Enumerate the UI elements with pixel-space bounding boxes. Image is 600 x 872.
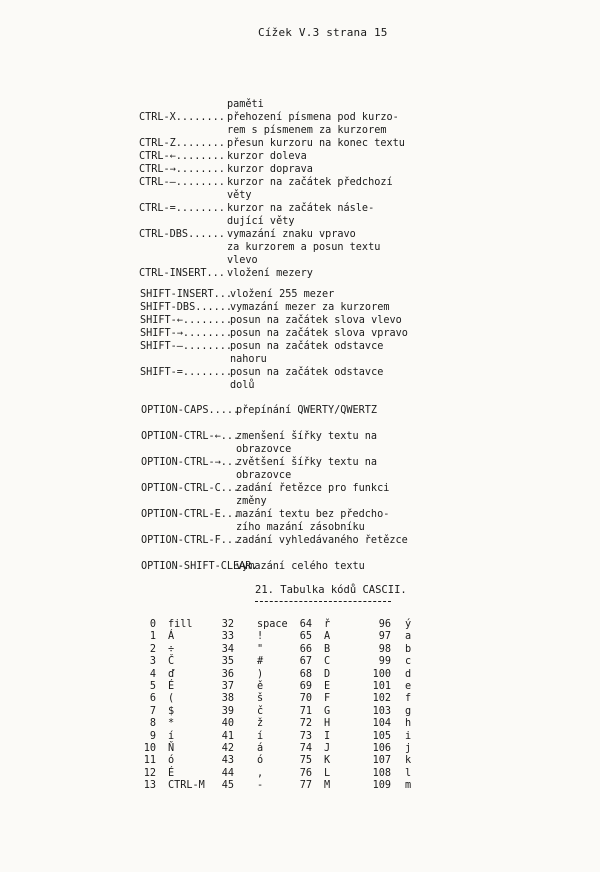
- table-row: [294, 644, 330, 656]
- code-character: É: [168, 680, 175, 692]
- code-character: ,: [257, 767, 264, 779]
- table-row: [367, 718, 411, 730]
- code-character: #: [257, 656, 264, 668]
- code-character: J: [324, 742, 331, 754]
- table-row: [294, 718, 330, 730]
- table-row: [217, 718, 288, 730]
- code-column: [367, 619, 411, 792]
- code-number: 71: [299, 705, 312, 717]
- table-row: [140, 780, 205, 792]
- code-number: 101: [372, 680, 391, 692]
- table-row: [367, 669, 411, 681]
- code-character: F: [324, 693, 331, 705]
- shortcut-line: [139, 228, 405, 241]
- code-number: 108: [372, 767, 391, 779]
- code-number: 76: [299, 767, 312, 779]
- shortcut-line: [141, 443, 408, 456]
- code-number: 69: [299, 680, 312, 692]
- code-character: k: [405, 755, 412, 767]
- shortcut-line: [140, 288, 408, 301]
- table-row: [294, 631, 330, 643]
- table-row: [294, 768, 330, 780]
- shortcut-line: [139, 124, 405, 137]
- shortcut-key: CTRL-Z........: [139, 138, 225, 149]
- shortcut-description: posun na začátek odstavce: [230, 367, 384, 378]
- shortcut-description: přesun kurzoru na konec textu: [227, 138, 405, 149]
- code-number: 8: [149, 718, 156, 730]
- shortcut-description: kurzor na začátek násle-: [227, 203, 375, 214]
- table-row: [367, 681, 411, 693]
- code-character: $: [168, 705, 175, 717]
- shortcut-line: [139, 98, 405, 111]
- shortcut-description: vlevo: [227, 255, 258, 266]
- ctrl-shortcut-list: [139, 98, 405, 280]
- page-header: Cížek V.3 strana 15: [258, 26, 388, 39]
- table-row: [367, 706, 411, 718]
- shortcut-key: CTRL-—........: [139, 177, 225, 188]
- table-row: [140, 656, 205, 668]
- shortcut-key: OPTION-CTRL-E...: [141, 509, 240, 520]
- shortcut-description: zadání vyhledávaného řetězce: [236, 535, 408, 546]
- code-number: 32: [221, 619, 234, 630]
- option-shortcut-list: [141, 404, 408, 573]
- code-character: j: [405, 742, 412, 754]
- table-row: [367, 755, 411, 767]
- shortcut-line: [140, 301, 408, 314]
- shortcut-description: nahoru: [230, 354, 267, 365]
- code-number: 0: [149, 619, 156, 630]
- shortcut-description: kurzor doprava: [227, 164, 313, 175]
- table-row: [140, 731, 205, 743]
- code-number: 5: [149, 680, 156, 692]
- table-row: [217, 755, 288, 767]
- code-character: m: [405, 780, 412, 792]
- code-character: í: [257, 730, 264, 742]
- code-character: g: [405, 705, 412, 717]
- shortcut-key: SHIFT-=........: [140, 367, 233, 378]
- shortcut-key: OPTION-CTRL-C...: [141, 483, 240, 494]
- shortcut-line: [140, 314, 408, 327]
- shortcut-line: [141, 469, 408, 482]
- table-row: [140, 693, 205, 705]
- shortcut-description: vymazání mezer za kurzorem: [230, 302, 390, 313]
- table-row: [140, 768, 205, 780]
- code-number: 3: [149, 656, 156, 668]
- shortcut-key: CTRL-→........: [139, 164, 225, 175]
- shortcut-line: [139, 254, 405, 267]
- code-number: 37: [221, 680, 234, 692]
- code-number: 9: [149, 730, 156, 742]
- shortcut-key: CTRL-=........: [139, 203, 225, 214]
- code-character: C: [324, 656, 331, 668]
- code-number: 35: [221, 656, 234, 668]
- shortcut-description: dující věty: [227, 216, 295, 227]
- shortcut-line: [141, 430, 408, 443]
- table-row: [217, 731, 288, 743]
- shortcut-line: [141, 482, 408, 495]
- code-character: G: [324, 705, 331, 717]
- shortcut-description: kurzor na začátek předchozí: [227, 177, 393, 188]
- table-row: [367, 631, 411, 643]
- code-character: š: [257, 693, 264, 705]
- shortcut-description: vymazání celého textu: [236, 561, 365, 572]
- code-character: ž: [257, 718, 264, 730]
- table-row: [294, 780, 330, 792]
- code-number: 102: [372, 693, 391, 705]
- shortcut-line: [139, 150, 405, 163]
- table-row: [140, 681, 205, 693]
- spacer: [141, 417, 408, 430]
- code-character: ď: [168, 668, 175, 680]
- code-number: 100: [372, 668, 391, 680]
- shortcut-key: CTRL-INSERT...: [139, 268, 225, 279]
- shortcut-description: mazání textu bez předcho-: [236, 509, 390, 520]
- code-number: 107: [372, 755, 391, 767]
- shortcut-line: [139, 176, 405, 189]
- shortcut-description: posun na začátek slova vlevo: [230, 315, 402, 326]
- table-row: [140, 706, 205, 718]
- code-character: ý: [405, 619, 412, 630]
- code-number: 74: [299, 742, 312, 754]
- shortcut-description: za kurzorem a posun textu: [227, 242, 381, 253]
- code-number: 75: [299, 755, 312, 767]
- code-character: ě: [257, 680, 264, 692]
- code-character: D: [324, 668, 331, 680]
- code-character: e: [405, 680, 412, 692]
- shortcut-key: SHIFT-DBS......: [140, 302, 233, 313]
- shortcut-description: přepínání QWERTY/QWERTZ: [236, 405, 378, 416]
- code-character: ÷: [168, 643, 175, 655]
- code-number: 98: [378, 643, 391, 655]
- table-row: [217, 681, 288, 693]
- code-number: 38: [221, 693, 234, 705]
- shortcut-line: [141, 456, 408, 469]
- code-number: 33: [221, 631, 234, 643]
- code-number: 7: [149, 705, 156, 717]
- code-character: c: [405, 656, 412, 668]
- shortcut-key: SHIFT-←........: [140, 315, 233, 326]
- code-character: č: [257, 705, 264, 717]
- shortcut-description: rem s písmenem za kurzorem: [227, 125, 387, 136]
- table-row: [140, 644, 205, 656]
- code-number: 12: [143, 767, 156, 779]
- code-number: 106: [372, 742, 391, 754]
- shortcut-line: [141, 521, 408, 534]
- shortcut-description: věty: [227, 190, 252, 201]
- shortcut-key: CTRL-DBS......: [139, 229, 225, 240]
- code-number: 64: [299, 619, 312, 630]
- shortcut-key: SHIFT-INSERT...: [140, 289, 233, 300]
- code-number: 65: [299, 631, 312, 643]
- shortcut-line: [140, 366, 408, 379]
- shortcut-key: OPTION-SHIFT-CLEAR.: [141, 561, 258, 572]
- shortcut-key: OPTION-CAPS.....: [141, 405, 240, 416]
- code-number: 2: [149, 643, 156, 655]
- shortcut-line: [140, 353, 408, 366]
- shortcut-line: [139, 189, 405, 202]
- shortcut-description: vymazání znaku vpravo: [227, 229, 356, 240]
- table-row: [367, 693, 411, 705]
- code-character: -: [257, 780, 264, 792]
- shortcut-line: [141, 508, 408, 521]
- table-row: [217, 631, 288, 643]
- code-character: I: [324, 730, 331, 742]
- code-number: 77: [299, 780, 312, 792]
- code-character: h: [405, 718, 412, 730]
- code-number: 109: [372, 780, 391, 792]
- code-number: 40: [221, 718, 234, 730]
- code-column: [140, 619, 205, 792]
- code-character: space: [257, 619, 288, 630]
- code-number: 6: [149, 693, 156, 705]
- table-row: [217, 743, 288, 755]
- table-row: [294, 681, 330, 693]
- shortcut-description: obrazovce: [236, 470, 292, 481]
- shortcut-line: [141, 404, 408, 417]
- shortcut-line: [141, 495, 408, 508]
- code-number: 104: [372, 718, 391, 730]
- code-number: 72: [299, 718, 312, 730]
- table-row: [217, 693, 288, 705]
- code-number: 1: [149, 631, 156, 643]
- code-character: E: [324, 680, 331, 692]
- table-row: [140, 755, 205, 767]
- shortcut-line: [140, 379, 408, 392]
- code-number: 97: [378, 631, 391, 643]
- code-number: 11: [143, 755, 156, 767]
- code-number: 45: [221, 780, 234, 792]
- table-row: [140, 619, 205, 631]
- code-number: 4: [149, 668, 156, 680]
- table-row: [294, 743, 330, 755]
- code-number: 42: [221, 742, 234, 754]
- shift-shortcut-list: [140, 288, 408, 392]
- code-character: M: [324, 780, 331, 792]
- code-number: 103: [372, 705, 391, 717]
- table-title: 21. Tabulka kódů CASCII.: [255, 584, 407, 596]
- shortcut-line: [140, 327, 408, 340]
- code-character: A: [324, 631, 331, 643]
- shortcut-description: dolů: [230, 380, 255, 391]
- code-character: a: [405, 631, 412, 643]
- code-character: É: [168, 767, 175, 779]
- shortcut-description: posun na začátek odstavce: [230, 341, 384, 352]
- table-row: [140, 669, 205, 681]
- table-row: [367, 731, 411, 743]
- shortcut-description: obrazovce: [236, 444, 292, 455]
- code-character: b: [405, 643, 412, 655]
- code-character: d: [405, 668, 412, 680]
- code-character: *: [168, 718, 175, 730]
- shortcut-description: změny: [236, 496, 267, 507]
- code-number: 66: [299, 643, 312, 655]
- code-character: l: [405, 767, 412, 779]
- table-row: [367, 768, 411, 780]
- code-character: ř: [324, 619, 331, 630]
- code-number: 13: [143, 780, 156, 792]
- code-character: ": [257, 643, 264, 655]
- code-character: f: [405, 693, 412, 705]
- code-character: i: [405, 730, 412, 742]
- shortcut-description: vložení mezery: [227, 268, 313, 279]
- code-character: fill: [168, 619, 193, 630]
- shortcut-line: [141, 560, 408, 573]
- table-row: [294, 755, 330, 767]
- table-row: [217, 656, 288, 668]
- code-character: ): [257, 668, 264, 680]
- table-row: [140, 631, 205, 643]
- shortcut-key: OPTION-CTRL-←...: [141, 431, 240, 442]
- code-character: !: [257, 631, 264, 643]
- shortcut-description: zmenšení šířky textu na: [236, 431, 378, 442]
- table-row: [217, 706, 288, 718]
- shortcut-line: [140, 340, 408, 353]
- table-row: [217, 780, 288, 792]
- table-row: [294, 619, 330, 631]
- code-number: 36: [221, 668, 234, 680]
- shortcut-description: zadání řetězce pro funkci: [236, 483, 390, 494]
- table-row: [294, 656, 330, 668]
- table-row: [217, 768, 288, 780]
- shortcut-line: [139, 137, 405, 150]
- code-character: L: [324, 767, 331, 779]
- code-character: á: [257, 742, 264, 754]
- table-row: [140, 718, 205, 730]
- table-row: [140, 743, 205, 755]
- code-column: [217, 619, 288, 792]
- shortcut-line: [139, 111, 405, 124]
- shortcut-key: SHIFT-—........: [140, 341, 233, 352]
- code-character: Ň: [168, 742, 175, 754]
- code-character: Á: [168, 631, 175, 643]
- shortcut-key: SHIFT-→........: [140, 328, 233, 339]
- code-number: 67: [299, 656, 312, 668]
- code-number: 43: [221, 755, 234, 767]
- code-number: 73: [299, 730, 312, 742]
- code-character: K: [324, 755, 331, 767]
- code-character: ó: [168, 755, 175, 767]
- code-character: Č: [168, 656, 175, 668]
- shortcut-key: CTRL-X........: [139, 112, 225, 123]
- shortcut-line: [139, 215, 405, 228]
- table-row: [294, 731, 330, 743]
- shortcut-key: OPTION-CTRL-F...: [141, 535, 240, 546]
- code-character: H: [324, 718, 331, 730]
- shortcut-description: kurzor doleva: [227, 151, 307, 162]
- shortcut-line: [139, 202, 405, 215]
- code-number: 70: [299, 693, 312, 705]
- code-number: 99: [378, 656, 391, 668]
- code-number: 68: [299, 668, 312, 680]
- table-row: [294, 706, 330, 718]
- table-row: [367, 644, 411, 656]
- code-number: 44: [221, 767, 234, 779]
- code-character: CTRL-M: [168, 780, 205, 792]
- shortcut-description: paměti: [227, 99, 264, 110]
- shortcut-key: CTRL-←........: [139, 151, 225, 162]
- table-row: [294, 669, 330, 681]
- spacer: [141, 547, 408, 560]
- table-row: [367, 656, 411, 668]
- shortcut-line: [139, 163, 405, 176]
- code-number: 34: [221, 643, 234, 655]
- shortcut-line: [139, 241, 405, 254]
- shortcut-description: posun na začátek slova vpravo: [230, 328, 408, 339]
- code-number: 39: [221, 705, 234, 717]
- shortcut-key: OPTION-CTRL-→...: [141, 457, 240, 468]
- code-number: 96: [378, 619, 391, 630]
- shortcut-description: přehození písmena pod kurzo-: [227, 112, 399, 123]
- code-character: B: [324, 643, 331, 655]
- shortcut-description: zího mazání zásobníku: [236, 522, 365, 533]
- table-title-underline: [255, 601, 391, 602]
- table-row: [217, 619, 288, 631]
- code-number: 10: [143, 742, 156, 754]
- shortcut-description: vložení 255 mezer: [230, 289, 335, 300]
- code-column: [294, 619, 330, 792]
- code-character: ó: [257, 755, 264, 767]
- code-number: 41: [221, 730, 234, 742]
- shortcut-line: [141, 534, 408, 547]
- code-number: 105: [372, 730, 391, 742]
- table-row: [217, 669, 288, 681]
- table-row: [294, 693, 330, 705]
- table-row: [367, 743, 411, 755]
- shortcut-description: zvětšení šířky textu na: [236, 457, 378, 468]
- code-character: (: [168, 693, 175, 705]
- table-row: [367, 619, 411, 631]
- code-character: í: [168, 730, 175, 742]
- shortcut-line: [139, 267, 405, 280]
- table-row: [367, 780, 411, 792]
- table-row: [217, 644, 288, 656]
